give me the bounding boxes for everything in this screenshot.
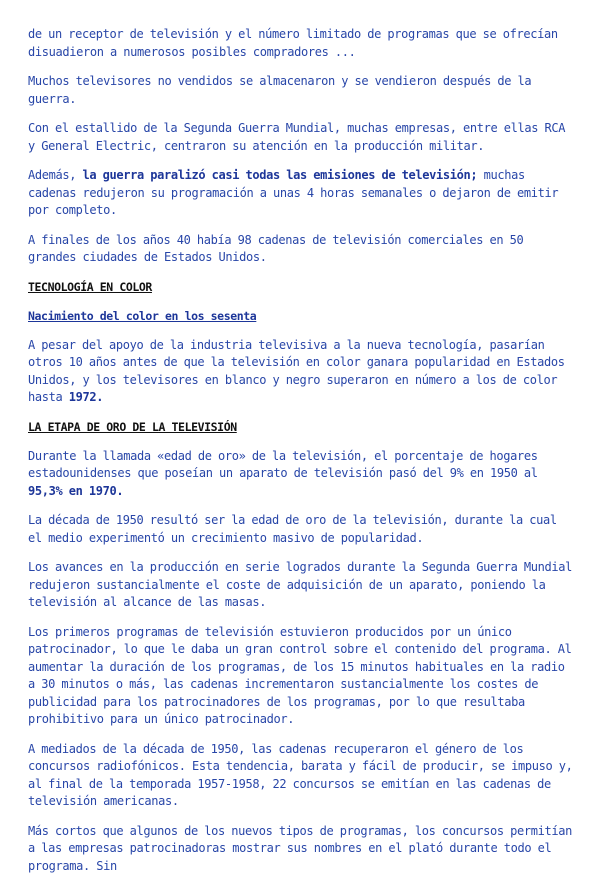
paragraph-sponsor-names: Más cortos que algunos de los nuevos tipos de programas, los concursos permitían a las empresas patrocinadoras mostrar sus nombres en el plató durante todo el programa. Sin [28, 823, 574, 875]
text-segment: Durante la llamada «edad de oro» de la televisión, el porcentaje de hogares estadounidenses que poseían un aparato de televisión pasó del 9% en 1950 al [28, 449, 538, 481]
section-heading-golden-age: LA ETAPA DE ORO DE LA TELEVISIÓN [28, 419, 574, 436]
paragraph-quiz-shows: A mediados de la década de 1950, las cadenas recuperaron el género de los concursos radiofónicos. Esta tendencia, barata y fácil de producir, se impuso y, al final de la temporada 1957-1958, 22 concursos se emitían en las cadenas de televisión americanas. [28, 741, 574, 811]
paragraph-stored-tvs: Muchos televisores no vendidos se almacenaron y se vendieron después de la guerra. [28, 73, 574, 108]
paragraph-buyers: de un receptor de televisión y el número limitado de programas que se ofrecían disuadieron a numerosos posibles compradores ... [28, 26, 574, 61]
bold-highlight: 1972. [69, 390, 103, 404]
subheading-color-birth: Nacimiento del color en los sesenta [28, 308, 574, 325]
section-heading-color-technology: TECNOLOGÍA EN COLOR [28, 279, 574, 296]
bold-highlight: 95,3% en 1970. [28, 484, 123, 498]
paragraph-ww2-military: Con el estallido de la Segunda Guerra Mundial, muchas empresas, entre ellas RCA y General Electric, centraron su atención en la producción militar. [28, 120, 574, 155]
paragraph-single-sponsor: Los primeros programas de televisión estuvieron producidos por un único patrocinador, lo que le daba un gran control sobre el contenido del programa. Al aumentar la duración de los programas, de los 15 minutos habituales en la radio a 30 minutos o más, las cadenas incrementaron sustancialmente los costes de publicidad para los patrocinadores de los programas, por lo que resultaba prohibitivo para un único patrocinador. [28, 624, 574, 729]
paragraph-late-40s: A finales de los años 40 había 98 cadenas de televisión comerciales en 50 grandes ciudades de Estados Unidos. [28, 232, 574, 267]
paragraph-color-adoption [28, 337, 574, 407]
text-segment: muchas cadenas redujeron su programación a unas 4 horas semanales o dejaron de emitir por completo. [28, 168, 558, 217]
paragraph-1950s-golden: La década de 1950 resultó ser la edad de oro de la televisión, durante la cual el medio experimentó un crecimiento masivo de popularidad. [28, 512, 574, 547]
text-segment: A pesar del apoyo de la industria televisiva a la nueva tecnología, pasarían otros 10 años antes de que la televisión en color ganara popularidad en Estados Unidos, y los televisores en blanco y negro superaron en número a los de color hasta [28, 338, 565, 405]
paragraph-war-broadcasts [28, 167, 574, 220]
text-segment: Además, [28, 168, 83, 182]
bold-highlight: la guerra paralizó casi todas las emisiones de televisión; [83, 168, 478, 182]
paragraph-mass-production: Los avances en la producción en serie logrados durante la Segunda Guerra Mundial redujeron sustancialmente el coste de adquisición de un aparato, poniendo la televisión al alcance de las masas. [28, 559, 574, 612]
paragraph-household-percent [28, 448, 574, 501]
